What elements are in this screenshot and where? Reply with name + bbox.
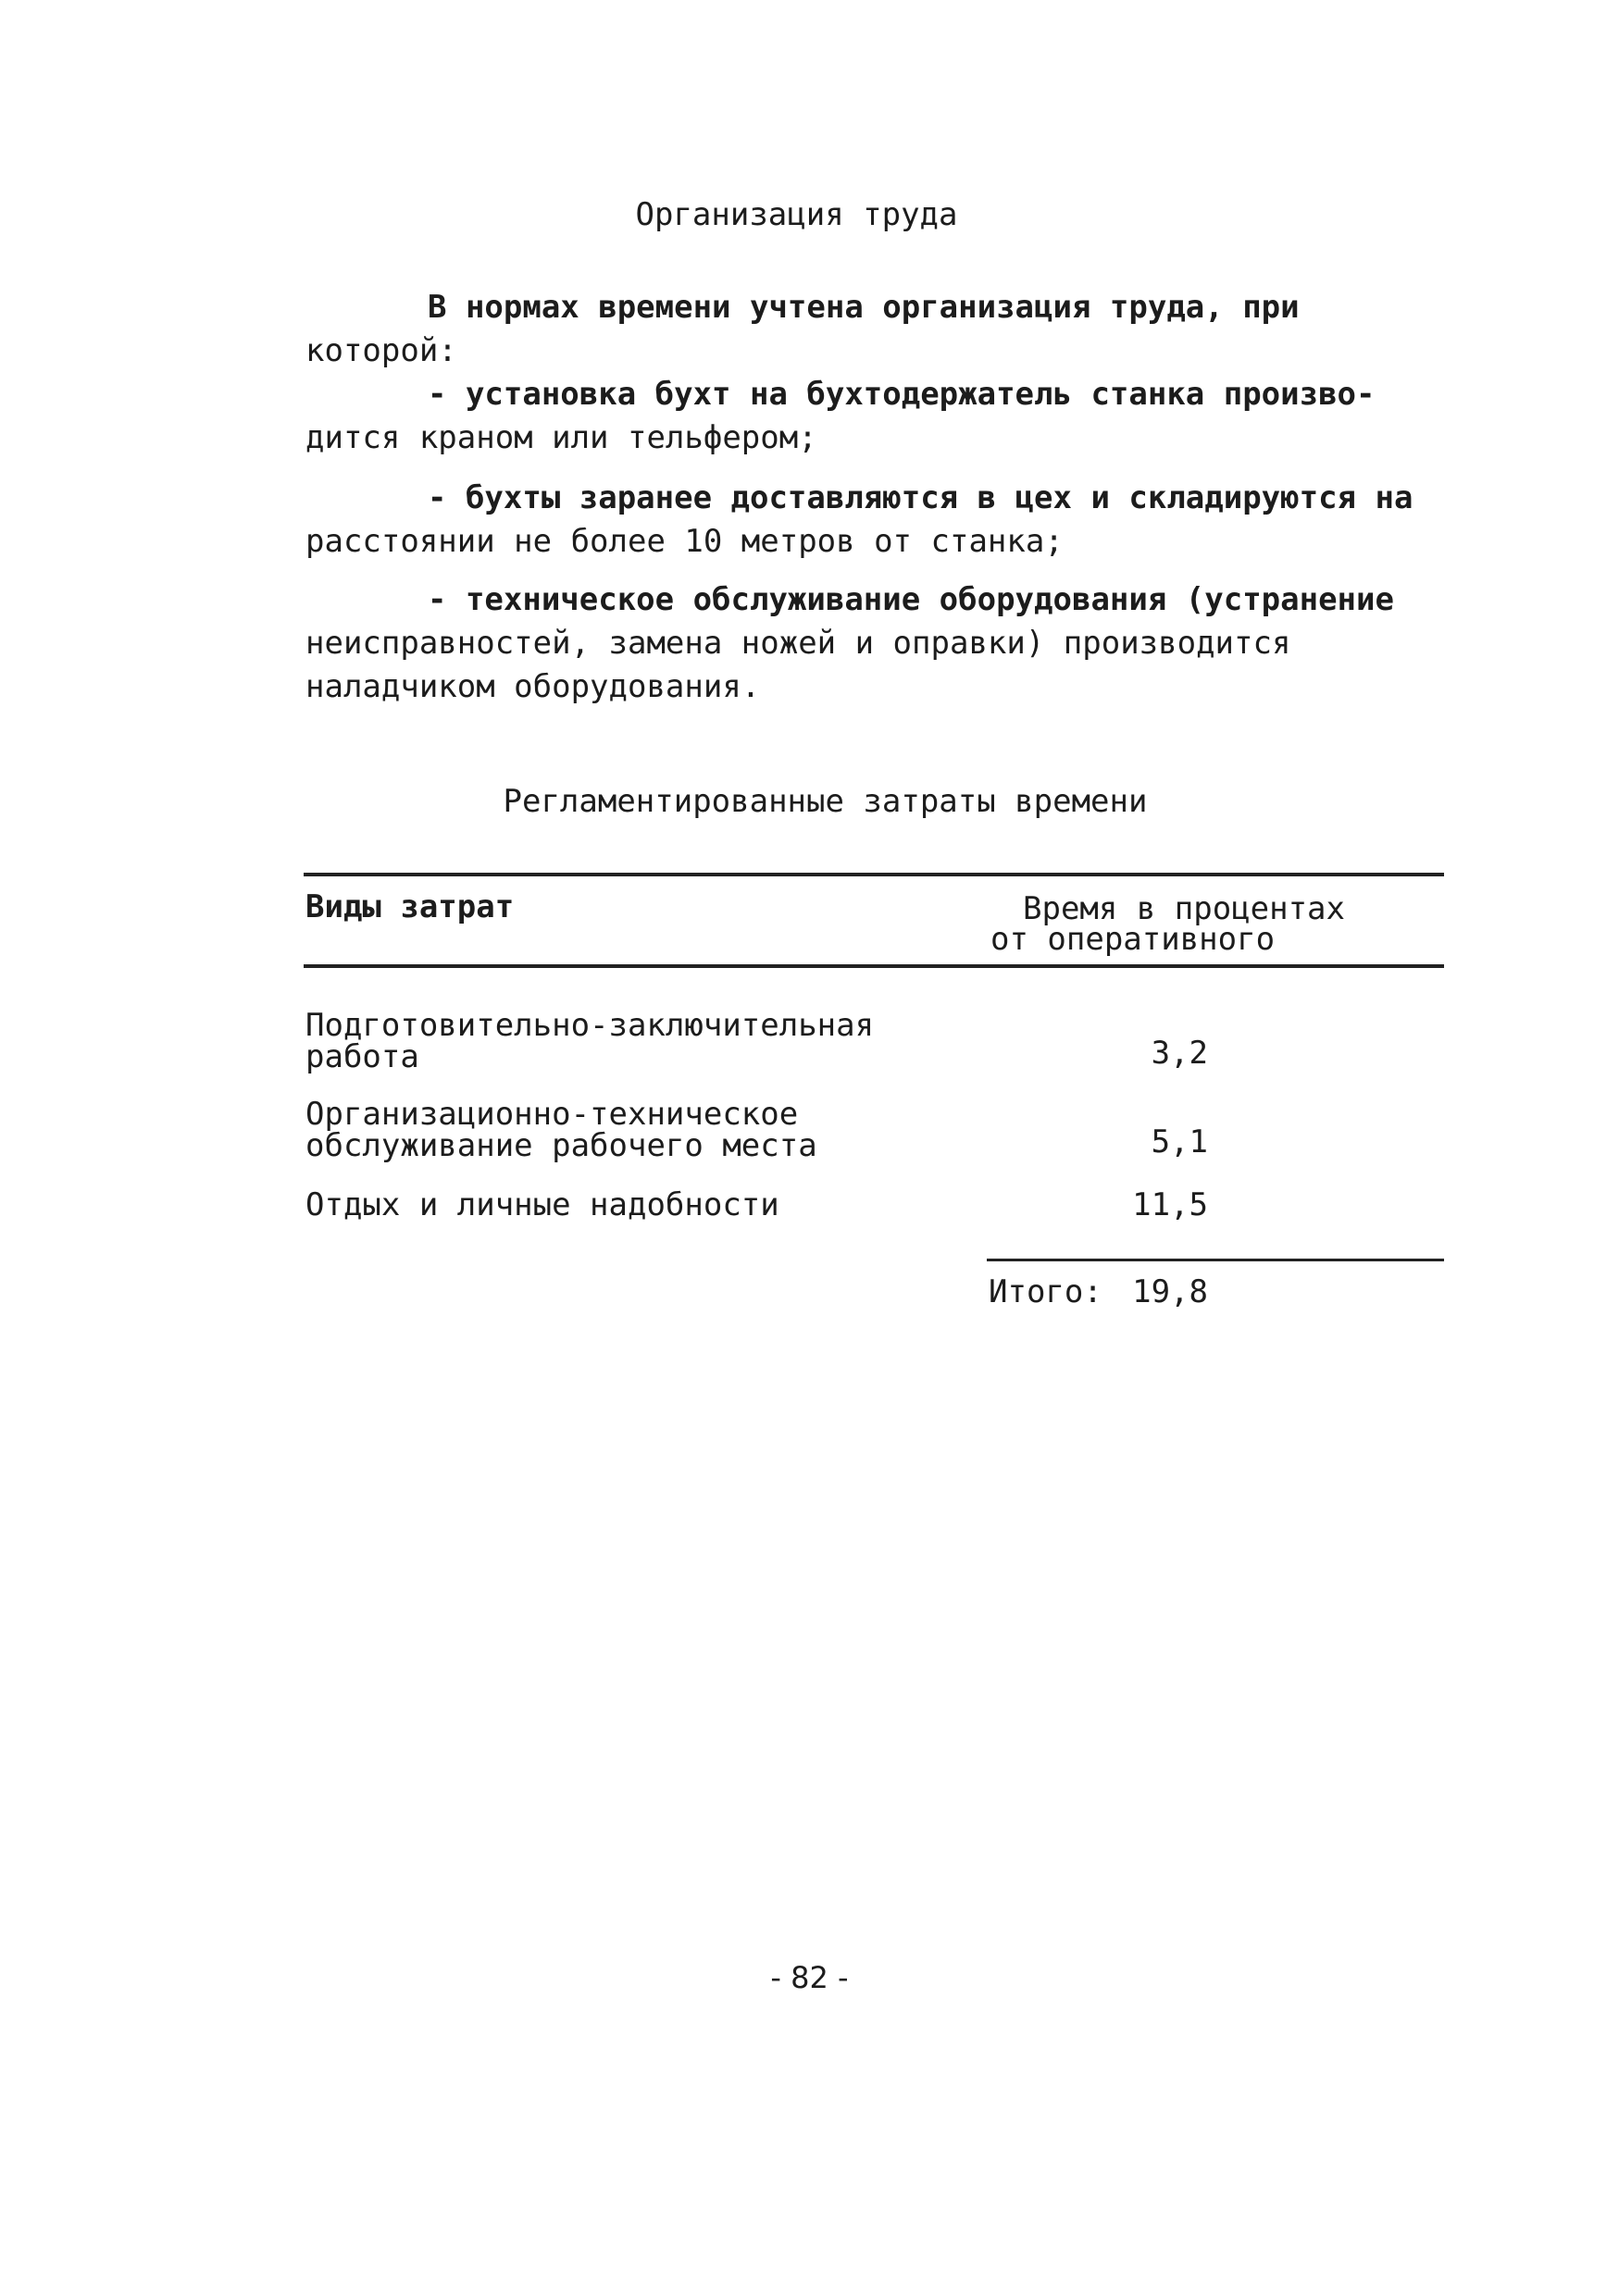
row-2-label-line-2: обслуживание рабочего места (305, 1127, 817, 1164)
section-title: Организация труда (635, 196, 958, 233)
condition-2-line-2: расстоянии не более 10 метров от станка; (305, 523, 1064, 560)
condition-3-line-2: неисправностей, замена ножей и оправки) производится (305, 625, 1291, 662)
row-1-label-line-2: работа (305, 1038, 419, 1075)
intro-line-1: В нормах времени учтена организация труда, при (428, 289, 1300, 326)
total-label: Итого: (989, 1273, 1102, 1310)
page-number: - 82 - (770, 1960, 849, 1995)
row-1-value: 3,2 (1151, 1035, 1208, 1072)
header-of-operative: от оперативного (990, 921, 1276, 958)
row-2-value: 5,1 (1151, 1123, 1208, 1160)
condition-3-line-3: наладчиком оборудования. (305, 668, 761, 705)
intro-line-2: которой: (305, 332, 457, 369)
condition-1-line-1: - установка бухт на бухтодержатель станка произво- (428, 376, 1376, 413)
table-top-rule (304, 873, 1444, 876)
condition-1-line-2: дится краном или тельфером; (305, 419, 817, 456)
condition-2-line-1: - бухты заранее доставляются в цех и складируются на (428, 479, 1414, 516)
row-3-label: Отдых и личные надобности (305, 1186, 779, 1223)
condition-3-line-1: - техническое обслуживание оборудования (устранение (428, 581, 1394, 618)
row-2-label-line-1: Организационно-техническое (305, 1096, 799, 1133)
header-bottom-rule (304, 964, 1444, 968)
header-cost-types: Виды затрат (305, 888, 515, 925)
header-time-percent: Время в процентах (1023, 890, 1345, 927)
total-rule (987, 1259, 1444, 1261)
row-3-value: 11,5 (1132, 1186, 1208, 1223)
row-1-label-line-1: Подготовительно-заключительная (305, 1007, 875, 1044)
table-title: Регламентированные затраты времени (503, 783, 1148, 820)
total-value: 19,8 (1132, 1273, 1208, 1310)
